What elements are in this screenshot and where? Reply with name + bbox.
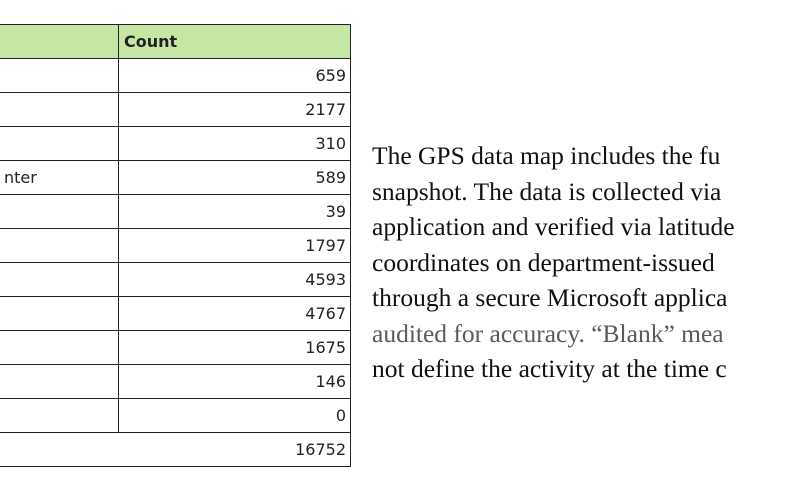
table-row — [0, 161, 351, 195]
category-cell — [0, 229, 119, 263]
count-cell: 0 — [119, 399, 351, 433]
table-total-row — [0, 433, 351, 467]
paragraph-line: through a secure Microsoft applica — [372, 283, 728, 312]
table-row — [0, 331, 351, 365]
table-row — [0, 127, 351, 161]
table-row — [0, 195, 351, 229]
count-cell: 1675 — [119, 331, 351, 365]
count-cell: 4767 — [119, 297, 351, 331]
paragraph-line: The GPS data map includes the fu — [372, 141, 721, 170]
count-cell: 589 — [119, 161, 351, 195]
description-paragraph — [372, 138, 800, 387]
category-cell — [0, 297, 119, 331]
paragraph-line: application and verified via latitude — [372, 212, 735, 241]
paragraph-line: snapshot. The data is collected via — [372, 176, 722, 206]
count-cell: 659 — [119, 59, 351, 93]
category-cell — [0, 59, 119, 93]
count-cell: 310 — [119, 127, 351, 161]
count-cell: 146 — [119, 365, 351, 399]
table-row — [0, 365, 351, 399]
header-cell-category — [0, 25, 119, 59]
table-row — [0, 399, 351, 433]
category-cell — [0, 331, 119, 365]
count-cell: 2177 — [119, 93, 351, 127]
paragraph-line: coordinates on department-issued — [372, 247, 715, 277]
table-header-row — [0, 25, 351, 59]
category-cell — [0, 365, 119, 399]
table-row — [0, 297, 351, 331]
table-row — [0, 229, 351, 263]
table-row — [0, 93, 351, 127]
count-table — [0, 24, 351, 467]
category-cell — [0, 93, 119, 127]
count-cell: 4593 — [119, 263, 351, 297]
table-row — [0, 59, 351, 93]
paragraph-line: audited for accuracy. “Blank” mea — [372, 318, 724, 348]
table-row — [0, 263, 351, 297]
total-count-cell: 16752 — [0, 433, 351, 467]
category-cell — [0, 399, 119, 433]
category-cell — [0, 195, 119, 229]
category-cell — [0, 263, 119, 297]
count-cell: 39 — [119, 195, 351, 229]
header-cell-count: Count — [119, 25, 351, 59]
category-cell: nter — [0, 161, 119, 195]
paragraph-line: not define the activity at the time c — [372, 354, 727, 383]
category-cell — [0, 127, 119, 161]
count-cell: 1797 — [119, 229, 351, 263]
